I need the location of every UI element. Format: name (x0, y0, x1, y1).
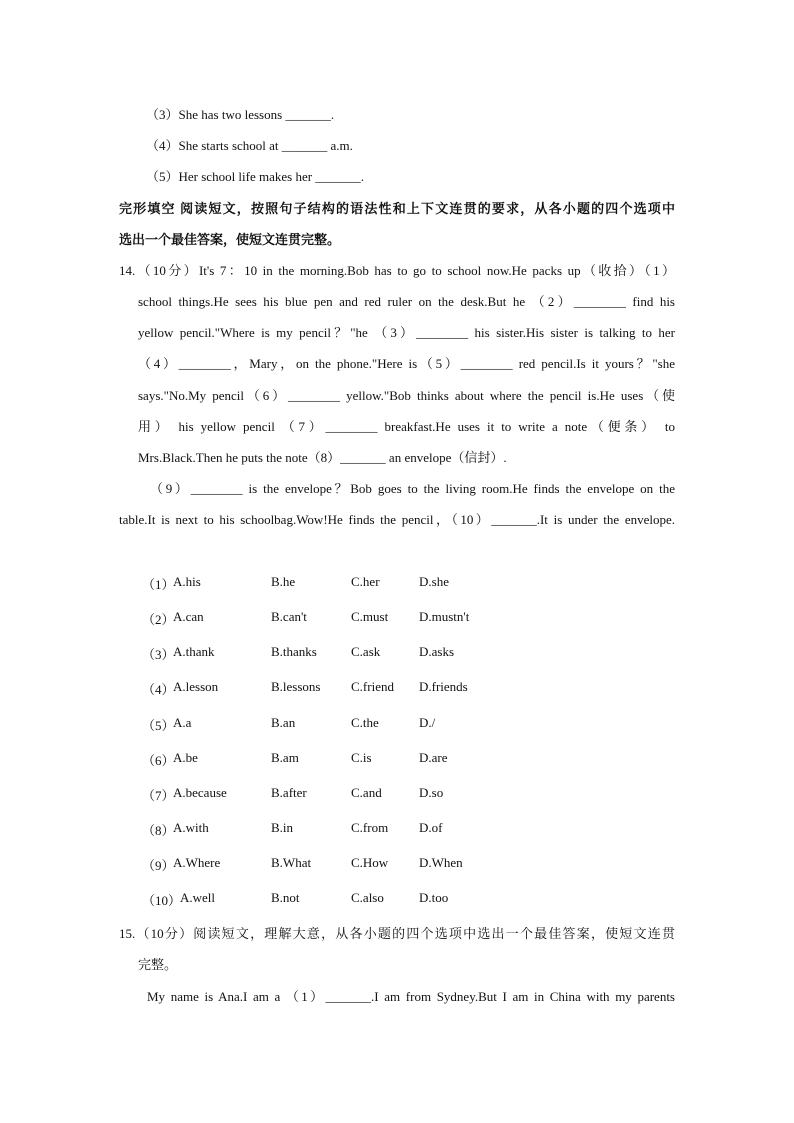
option-c: C.and (351, 785, 382, 800)
question-heading: 完整。 (138, 957, 178, 972)
passage-line: 用） his yellow pencil （7）________ breakfast.He uses it to write a note（便条） to (138, 419, 675, 434)
section-heading: 选出一个最佳答案，使短文连贯完整。 (119, 232, 341, 247)
option-b: B.What (271, 855, 312, 870)
option-number: （7） (142, 788, 175, 803)
option-a: A.his (173, 574, 201, 589)
option-number: （10） (142, 893, 182, 908)
option-c: C.must (351, 609, 389, 624)
option-d: D.so (419, 785, 444, 800)
option-b: B.in (271, 820, 294, 835)
option-c: C.friend (351, 679, 394, 694)
option-b: B.lessons (271, 679, 321, 694)
option-c: C.is (351, 750, 372, 765)
option-a: A.well (180, 890, 216, 905)
option-b: B.am (271, 750, 299, 765)
question-item: （5）Her school life makes her _______. (146, 169, 365, 184)
option-number: （5） (142, 718, 175, 733)
question-item: （3）She has two lessons _______. (146, 107, 335, 122)
option-d: D.of (419, 820, 443, 835)
option-b: B.can't (271, 609, 307, 624)
option-a: A.can (173, 609, 204, 624)
option-c: C.from (351, 820, 389, 835)
option-a: A.be (173, 750, 198, 765)
option-c: C.also (351, 890, 384, 905)
option-number: （1） (142, 577, 175, 592)
passage-line: （9）________ is the envelope？Bob goes to the living room.He finds the envelope on the (150, 481, 675, 496)
passage-line: Mrs.Black.Then he puts the note（8）_______ an envelope（信封）. (138, 450, 507, 465)
passage-line: school things.He sees his blue pen and red ruler on the desk.But he （2）________ find his (138, 294, 675, 309)
passage-line: 14.（10分）It's 7：10 in the morning.Bob has to go to school now.He packs up（收拾）（1） (119, 263, 675, 278)
option-b: B.he (271, 574, 296, 589)
option-number: （4） (142, 682, 175, 697)
passage-line: yellow pencil."Where is my pencil？"he （3）________ his sister.His sister is talking to her (138, 325, 675, 340)
option-a: A.thank (173, 644, 215, 659)
option-d: D./ (419, 715, 436, 730)
passage-line: table.It is next to his schoolbag.Wow!He finds the pencil，（10）_______.It is under the envelope. (119, 512, 675, 527)
option-number: （3） (142, 647, 175, 662)
question-item: （4）She starts school at _______ a.m. (146, 138, 353, 153)
option-c: C.the (351, 715, 379, 730)
option-d: D.too (419, 890, 449, 905)
passage-line: My name is Ana.I am a （1）_______.I am from Sydney.But I am in China with my parents (147, 989, 675, 1004)
option-a: A.a (173, 715, 192, 730)
option-c: C.ask (351, 644, 381, 659)
passage-line: says."No.My pencil（6）________ yellow."Bob thinks about where the pencil is.He uses（使 (138, 388, 675, 403)
option-b: B.an (271, 715, 296, 730)
option-d: D.are (419, 750, 448, 765)
option-a: A.Where (173, 855, 221, 870)
option-number: （2） (142, 612, 175, 627)
option-a: A.lesson (173, 679, 219, 694)
option-b: B.after (271, 785, 307, 800)
option-d: D.mustn't (419, 609, 470, 624)
option-d: D.asks (419, 644, 455, 659)
option-d: D.When (419, 855, 463, 870)
option-d: D.she (419, 574, 449, 589)
option-d: D.friends (419, 679, 468, 694)
passage-line: （4）________，Mary，on the phone."Here is（5）________ red pencil.Is it yours？"she (138, 356, 675, 371)
question-heading: 15.（10分）阅读短文，理解大意，从各小题的四个选项中选出一个最佳答案，使短文连贯 (119, 926, 675, 941)
option-b: B.thanks (271, 644, 317, 659)
section-heading: 完形填空 阅读短文，按照句子结构的语法性和上下文连贯的要求，从各小题的四个选项中 (119, 201, 675, 216)
option-a: A.with (173, 820, 209, 835)
option-a: A.because (173, 785, 227, 800)
option-number: （6） (142, 753, 175, 768)
option-number: （9） (142, 858, 175, 873)
option-b: B.not (271, 890, 300, 905)
option-number: （8） (142, 823, 175, 838)
option-c: C.How (351, 855, 389, 870)
option-c: C.her (351, 574, 380, 589)
